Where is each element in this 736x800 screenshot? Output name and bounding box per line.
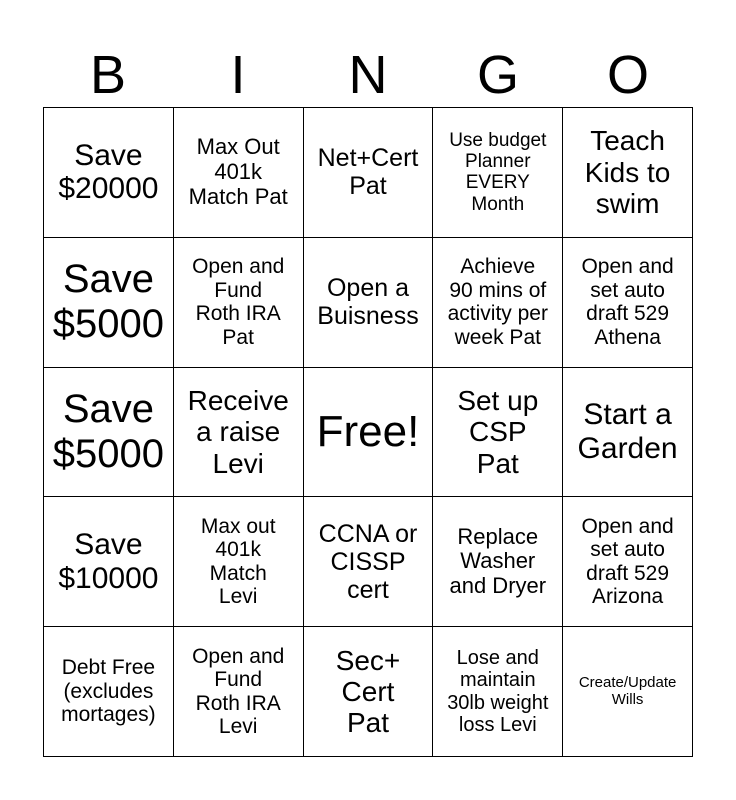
cell-text: Teach Kids to swim bbox=[584, 125, 671, 220]
header-letter-b: B bbox=[89, 45, 127, 105]
bingo-cell-i3[interactable] bbox=[174, 368, 304, 498]
cell-text: Sec+ Cert Pat bbox=[335, 644, 401, 739]
bingo-cell-b1[interactable] bbox=[44, 108, 174, 238]
cell-text: Save $5000 bbox=[52, 257, 165, 347]
cell-text: Create/Update Wills bbox=[578, 673, 677, 708]
bingo-cell-g2[interactable] bbox=[433, 238, 563, 368]
bingo-cell-b5[interactable] bbox=[44, 627, 174, 757]
cell-text: Debt Free (excludes mortages) bbox=[61, 656, 156, 727]
cell-text: Free! bbox=[316, 407, 420, 457]
bingo-cell-n4[interactable] bbox=[304, 497, 434, 627]
cell-text: Start a Garden bbox=[577, 398, 678, 465]
bingo-cell-n5[interactable] bbox=[304, 627, 434, 757]
bingo-grid bbox=[43, 107, 693, 757]
bingo-cell-o2[interactable] bbox=[563, 238, 693, 368]
bingo-header bbox=[43, 42, 693, 108]
cell-text: Open and set auto draft 529 Arizona bbox=[581, 514, 674, 609]
bingo-cell-n2[interactable] bbox=[304, 238, 434, 368]
header-letter-g: G bbox=[476, 45, 519, 105]
bingo-cell-i5[interactable] bbox=[174, 627, 304, 757]
cell-text: Achieve 90 mins of activity per week Pat bbox=[447, 255, 548, 349]
bingo-cell-i2[interactable] bbox=[174, 238, 304, 368]
bingo-cell-g5[interactable] bbox=[433, 627, 563, 757]
cell-text: Max out 401k Match Levi bbox=[200, 514, 276, 609]
cell-text: Open and Fund Roth IRA Levi bbox=[192, 644, 285, 739]
bingo-cell-b4[interactable] bbox=[44, 497, 174, 627]
cell-text: Replace Washer and Dryer bbox=[449, 523, 547, 599]
bingo-cell-o5[interactable] bbox=[563, 627, 693, 757]
bingo-cell-o1[interactable] bbox=[563, 108, 693, 238]
cell-text: Lose and maintain 30lb weight loss Levi bbox=[447, 646, 549, 736]
bingo-cell-o3[interactable] bbox=[563, 368, 693, 498]
bingo-cell-g1[interactable] bbox=[433, 108, 563, 238]
cell-text: Set up CSP Pat bbox=[457, 384, 539, 479]
bingo-cell-i1[interactable] bbox=[174, 108, 304, 238]
cell-text: Save $20000 bbox=[58, 138, 159, 206]
header-letter-o: O bbox=[606, 45, 649, 105]
bingo-cell-b2[interactable] bbox=[44, 238, 174, 368]
cell-text: Use budget Planner EVERY Month bbox=[449, 129, 547, 215]
cell-text: Save $5000 bbox=[52, 387, 165, 476]
cell-text: Save $10000 bbox=[58, 528, 159, 595]
bingo-cell-n1[interactable] bbox=[304, 108, 434, 238]
cell-text: Open and Fund Roth IRA Pat bbox=[192, 255, 285, 349]
bingo-cell-o4[interactable] bbox=[563, 497, 693, 627]
cell-text: Net+Cert Pat bbox=[317, 144, 419, 201]
bingo-cell-i4[interactable] bbox=[174, 497, 304, 627]
bingo-cell-g4[interactable] bbox=[433, 497, 563, 627]
cell-text: Open and set auto draft 529 Athena bbox=[581, 255, 674, 349]
header-letter-n: N bbox=[348, 45, 388, 105]
cell-text: CCNA or CISSP cert bbox=[318, 519, 418, 604]
header-letter-i: I bbox=[230, 45, 246, 105]
cell-text: Receive a raise Levi bbox=[187, 384, 289, 479]
bingo-cell-n3[interactable] bbox=[304, 368, 434, 498]
cell-text: Max Out 401k Match Pat bbox=[188, 134, 288, 209]
bingo-cell-g3[interactable] bbox=[433, 368, 563, 498]
cell-text: Open a Buisness bbox=[317, 274, 419, 331]
bingo-cell-b3[interactable] bbox=[44, 368, 174, 498]
